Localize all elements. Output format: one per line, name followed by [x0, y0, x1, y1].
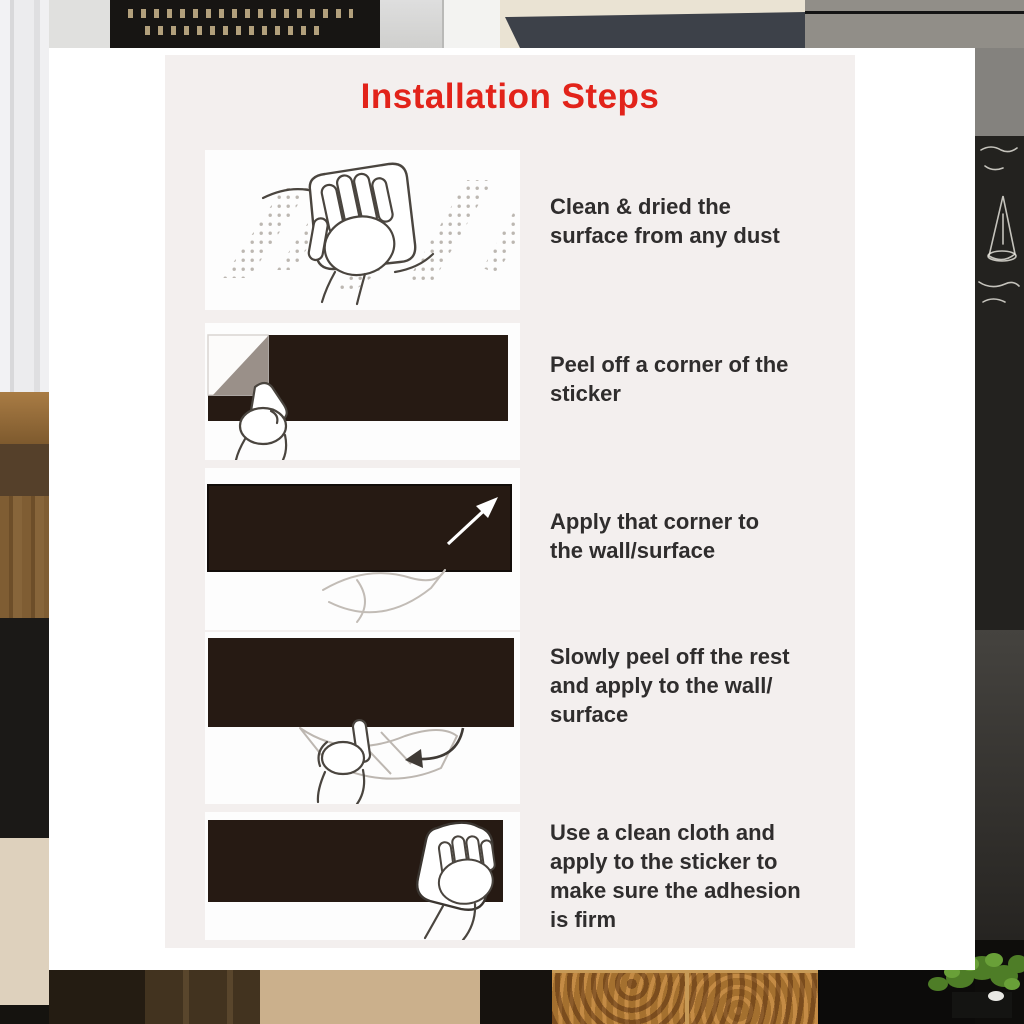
- chalk-letter-row: [128, 9, 353, 18]
- step-text-3: [550, 507, 872, 565]
- illustration-wipe-surface: [205, 150, 520, 310]
- step-text-line: surface: [550, 702, 629, 727]
- bg-carved-doors: [552, 970, 818, 1024]
- illustration-peel-corner: [205, 323, 520, 460]
- bg-dark-floor: [0, 1005, 49, 1024]
- instruction-panel: [165, 55, 855, 948]
- step-text-line: Clean & dried the: [550, 194, 731, 219]
- bg-wood-shelf-shadow: [0, 444, 49, 496]
- step-text-line: is firm: [550, 907, 617, 932]
- bg-concrete-wall: [805, 0, 1024, 48]
- wipe-surface-icon: [205, 150, 520, 310]
- step-text-line: Use a clean cloth and: [550, 820, 775, 845]
- door-split: [685, 973, 689, 1024]
- peel-rest-icon: [205, 632, 520, 804]
- bg-wood-drawers: [145, 970, 260, 1024]
- step-text-5: [550, 818, 872, 934]
- page-title: Installation Steps: [360, 77, 660, 116]
- illustration-apply-corner: [205, 468, 520, 630]
- chalk-doodles: [975, 136, 1024, 630]
- step-text-1: [550, 192, 872, 250]
- step-text-4: [550, 642, 872, 729]
- bg-wall-light: [380, 0, 442, 48]
- step-text-line: apply to the sticker to: [550, 849, 778, 874]
- bg-door: [442, 0, 502, 48]
- bg-menu-blackboard: [0, 618, 49, 838]
- step-text-line: Slowly peel off the rest: [550, 644, 790, 669]
- bg-range-hood: [505, 12, 805, 48]
- step-text-line: surface from any dust: [550, 223, 780, 248]
- step-text-line: Peel off a corner of the: [550, 352, 789, 377]
- bg-pillar: [0, 0, 49, 392]
- press-with-cloth-icon: [205, 812, 520, 940]
- step-text-2: [550, 350, 872, 408]
- step-text-line: sticker: [550, 381, 621, 406]
- step-text-line: Apply that corner to: [550, 509, 760, 534]
- bg-gray-cabinet: [975, 48, 1024, 136]
- bg-dark-wood: [49, 970, 145, 1024]
- peel-corner-icon: [205, 323, 520, 460]
- step-text-line: and apply to the wall/: [550, 673, 773, 698]
- bg-cream-cabinet: [0, 838, 49, 1005]
- bg-wood-shelf: [0, 392, 49, 444]
- bg-tan-cabinet: [260, 970, 483, 1024]
- chalk-letter-row: [145, 26, 325, 35]
- illustration-press-cloth: [205, 812, 520, 940]
- bg-counter-line: [805, 11, 1024, 14]
- bg-wall: [49, 0, 110, 48]
- bg-dark-gap: [480, 970, 552, 1024]
- bg-dark-wall: [975, 630, 1024, 940]
- step-text-line: make sure the adhesion: [550, 878, 801, 903]
- step-text-line: the wall/surface: [550, 538, 716, 563]
- apply-corner-arrow-icon: [205, 468, 520, 630]
- illustration-peel-rest: [205, 632, 520, 804]
- bg-chalkboard-letters: [110, 0, 380, 48]
- bg-wood-grain: [0, 496, 49, 618]
